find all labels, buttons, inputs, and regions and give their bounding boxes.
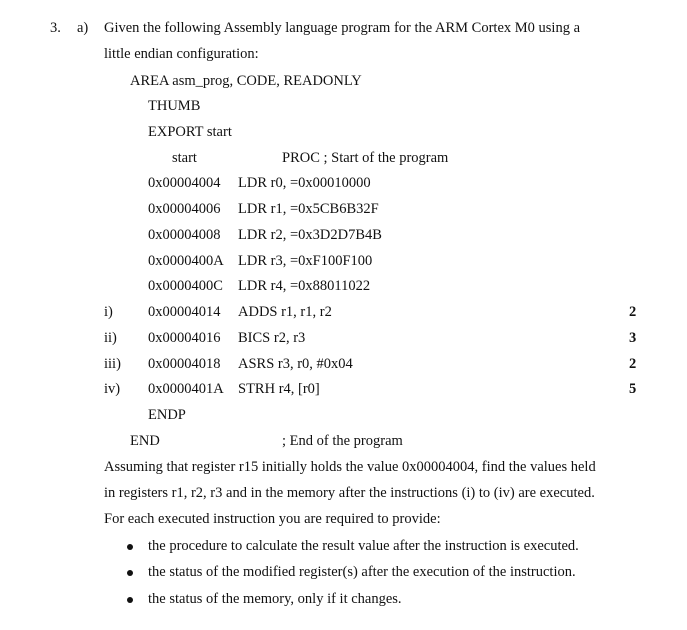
instruction-tag: iii): [104, 356, 121, 372]
instruction-tag: i): [104, 304, 113, 320]
bullet-text: the status of the modified register(s) after the execution of the instruction.: [148, 564, 576, 580]
bullet-text: the status of the memory, only if it changes.: [148, 591, 402, 607]
instruction-address: 0x00004006: [148, 201, 221, 217]
instruction-address: 0x00004014: [148, 304, 221, 320]
end-directive: END: [130, 433, 160, 449]
instruction-address: 0x00004004: [148, 175, 221, 191]
instruction-code: BICS r2, r3: [238, 330, 306, 346]
task-line-1: Assuming that register r15 initially holds the value 0x00004004, find the values held: [104, 459, 596, 475]
instruction-marks: 5: [629, 381, 637, 397]
instruction-address: 0x00004016: [148, 330, 221, 346]
instruction-marks: 2: [629, 304, 637, 320]
instruction-marks: 3: [629, 330, 637, 346]
instruction-code: ASRS r3, r0, #0x04: [238, 356, 353, 372]
area-directive: AREA asm_prog, CODE, READONLY: [130, 73, 362, 89]
instruction-address: 0x0000400A: [148, 253, 224, 269]
question-number: 3.: [50, 20, 61, 36]
instruction-code: ADDS r1, r1, r2: [238, 304, 332, 320]
bullet-text: the procedure to calculate the result value after the instruction is executed.: [148, 538, 579, 554]
end-comment: ; End of the program: [282, 433, 403, 449]
instruction-address: 0x00004008: [148, 227, 221, 243]
instruction-code: LDR r3, =0xF100F100: [238, 253, 373, 269]
instruction-address: 0x0000400C: [148, 278, 223, 294]
task-line-3: For each executed instruction you are required to provide:: [104, 511, 441, 527]
bullet-icon: [127, 570, 133, 576]
thumb-directive: THUMB: [148, 98, 201, 114]
instruction-tag: ii): [104, 330, 117, 346]
instruction-code: LDR r1, =0x5CB6B32F: [238, 201, 379, 217]
bullet-icon: [127, 544, 133, 550]
proc-directive: PROC ; Start of the program: [282, 150, 449, 166]
instruction-code: LDR r0, =0x00010000: [238, 175, 371, 191]
instruction-code: LDR r2, =0x3D2D7B4B: [238, 227, 382, 243]
endp-directive: ENDP: [148, 407, 186, 423]
intro-line-2: little endian configuration:: [104, 46, 259, 62]
instruction-address: 0x0000401A: [148, 381, 224, 397]
export-directive: EXPORT start: [148, 124, 232, 140]
start-label: start: [172, 150, 197, 166]
bullet-icon: [127, 597, 133, 603]
question-part: a): [77, 20, 89, 36]
instruction-code: LDR r4, =0x88011022: [238, 278, 371, 294]
instruction-marks: 2: [629, 356, 637, 372]
task-line-2: in registers r1, r2, r3 and in the memory after the instructions (i) to (iv) are executed.: [104, 485, 595, 501]
instruction-tag: iv): [104, 381, 121, 397]
intro-line-1: Given the following Assembly language program for the ARM Cortex M0 using a: [104, 20, 581, 36]
instruction-code: STRH r4, [r0]: [238, 381, 320, 397]
instruction-address: 0x00004018: [148, 356, 221, 372]
